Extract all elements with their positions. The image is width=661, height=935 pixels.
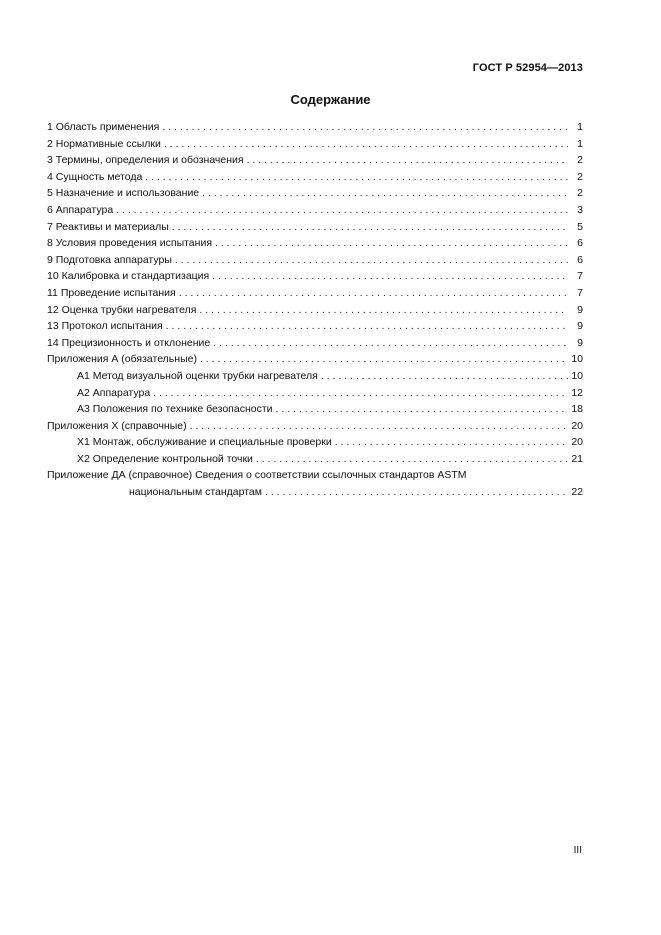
toc-entry-label: 4 Сущность метода [47, 170, 143, 183]
toc-entry-page: 3 [577, 203, 583, 216]
toc-entry[interactable] [47, 302, 583, 319]
toc-leader-dots [215, 235, 568, 252]
toc-entry-page: 6 [577, 253, 583, 266]
toc-entry-label: Х1 Монтаж, обслуживание и специальные проверки [77, 436, 332, 449]
toc-subentry[interactable] [47, 368, 583, 385]
toc-leader-dots [145, 169, 568, 186]
toc-entry[interactable] [47, 136, 583, 153]
toc-leader-dots [256, 451, 568, 468]
toc-entry-page: 10 [571, 369, 583, 382]
toc-entry-label: 11 Проведение испытания [47, 286, 176, 299]
toc-leader-dots [265, 484, 568, 501]
toc-entry[interactable] [47, 318, 583, 335]
toc-entry-page: 6 [577, 237, 583, 250]
document-code: ГОСТ Р 52954—2013 [472, 62, 583, 74]
toc-entry-label: А1 Метод визуальной оценки трубки нагревателя [77, 369, 318, 382]
toc-entry-page: 18 [571, 403, 583, 416]
toc-entry-label: 9 Подготовка аппаратуры [47, 253, 172, 266]
toc-entry-label: 8 Условия проведения испытания [47, 237, 213, 250]
toc-leader-dots [172, 219, 568, 236]
toc-entry-label: А3 Положения по технике безопасности [77, 403, 273, 416]
toc-leader-dots [335, 434, 568, 451]
toc-entry-label: 10 Калибровка и стандартизация [47, 270, 210, 283]
toc-entry-label: 1 Область применения [47, 121, 160, 133]
toc-entry-page: 1 [577, 121, 583, 133]
toc-entry-page: 1 [577, 137, 583, 150]
toc-leader-dots [116, 202, 568, 219]
toc-entry[interactable] [47, 185, 583, 202]
toc-entry-page: 12 [571, 386, 583, 399]
toc-leader-dots [247, 152, 568, 169]
toc-leader-dots [179, 285, 568, 302]
toc-entry-label: 5 Назначение и использование [47, 187, 200, 200]
toc-entry-label: 14 Прецизионность и отклонение [47, 336, 211, 349]
toc-entry-page: 2 [577, 187, 583, 200]
page-number: III [573, 845, 582, 856]
toc-entry-label: Приложения А (обязательные) [47, 353, 197, 366]
toc-entry-multiline[interactable] [47, 467, 583, 500]
toc-entry-label: 3 Термины, определения и обозначения [47, 154, 244, 167]
toc-subentry[interactable] [47, 451, 583, 468]
toc-entry-label: 12 Оценка трубки нагревателя [47, 303, 197, 316]
toc-entry-page: 7 [577, 286, 583, 299]
toc-leader-dots [199, 302, 568, 319]
toc-entry-label: А2 Аппаратура [77, 386, 151, 399]
toc-entry[interactable] [47, 219, 583, 236]
toc-entry-page: 2 [577, 170, 583, 183]
table-of-contents [47, 119, 583, 501]
toc-entry-page: 9 [577, 336, 583, 349]
toc-entry[interactable] [47, 285, 583, 302]
toc-entry-label: Х2 Определение контрольной точки [77, 452, 253, 465]
toc-title: Содержание [290, 92, 371, 107]
toc-entry-page: 9 [577, 320, 583, 333]
toc-leader-dots [212, 268, 568, 285]
toc-entry-page: 10 [571, 353, 583, 366]
toc-leader-dots [202, 185, 568, 202]
toc-entry-label: 7 Реактивы и материалы [47, 220, 169, 233]
toc-leader-dots [164, 136, 568, 153]
toc-entry-label: 13 Протокол испытания [47, 320, 163, 333]
toc-leader-dots [162, 119, 568, 136]
toc-leader-dots [321, 368, 568, 385]
toc-entry[interactable] [47, 335, 583, 352]
toc-entry-label: Приложение ДА (справочное) Сведения о соответствии ссылочных стандартов ASTM [47, 469, 467, 482]
toc-entry-page: 7 [577, 270, 583, 283]
toc-entry[interactable] [47, 235, 583, 252]
toc-leader-dots [200, 351, 568, 368]
toc-entry-page: 22 [571, 486, 583, 499]
toc-leader-dots [190, 418, 568, 435]
toc-entry-page: 9 [577, 303, 583, 316]
toc-entry[interactable] [47, 202, 583, 219]
toc-leader-dots [166, 318, 568, 335]
toc-entry-label-continuation: национальным стандартам [129, 486, 262, 499]
toc-entry[interactable] [47, 418, 583, 435]
toc-leader-dots [175, 252, 568, 269]
toc-entry-page: 5 [577, 220, 583, 233]
toc-leader-dots [213, 335, 568, 352]
toc-subentry[interactable] [47, 434, 583, 451]
toc-entry-page: 20 [571, 419, 583, 432]
toc-entry[interactable] [47, 351, 583, 368]
toc-subentry[interactable] [47, 401, 583, 418]
toc-entry-label: 6 Аппаратура [47, 203, 114, 216]
toc-entry[interactable] [47, 268, 583, 285]
toc-entry-label: 2 Нормативные ссылки [47, 137, 161, 150]
toc-entry-page: 21 [571, 452, 583, 465]
toc-leader-dots [153, 385, 568, 402]
toc-entry[interactable] [47, 119, 583, 136]
toc-entry[interactable] [47, 152, 583, 169]
toc-entry-label: Приложения Х (справочные) [47, 419, 187, 432]
toc-leader-dots [276, 401, 568, 418]
toc-entry-page: 20 [571, 436, 583, 449]
toc-entry[interactable] [47, 169, 583, 186]
toc-subentry[interactable] [47, 385, 583, 402]
toc-entry-page: 2 [577, 154, 583, 167]
toc-entry[interactable] [47, 252, 583, 269]
